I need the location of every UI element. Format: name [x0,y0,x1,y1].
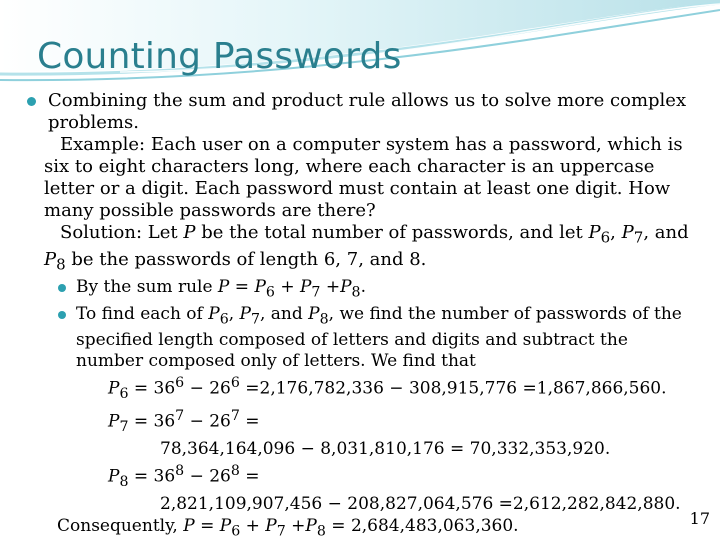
var-p7: P [299,277,312,298]
equation-term: = 36 [133,411,176,432]
solution-label: Solution: [60,222,143,243]
equation-p7-result: 78,364,164,096 − 8,031,810,176 = 70,332,353,920. [160,439,611,460]
example-paragraph [20,134,700,222]
sub-bullet-text: , and [259,303,303,324]
equation-term: = 36 [133,466,176,487]
equals-sign: = [245,411,260,432]
var-p: P [108,411,120,432]
sub-bullet-text: To find each of [76,303,203,324]
sub-bullet-text: , we find the number of passwords of the specified length composed of letters and digits and subtract the number composed only of letters. We find that [76,303,682,371]
subscript: 6 [265,284,275,301]
bullet-intro [20,90,700,134]
subscript: 7 [250,310,260,327]
equation-term: − 26 [189,411,231,432]
var-p7: P [265,516,277,537]
solution-text: be the total number of passwords, and let [201,222,583,243]
exponent: 8 [175,463,185,480]
subscript: 6 [231,523,241,540]
conclusion-result: = 2,684,483,063,360. [331,516,519,537]
exponent: 7 [230,408,240,425]
period: . [360,277,366,298]
subscript: 8 [319,310,329,327]
conclusion-text: Consequently, [57,516,178,537]
equation-p7 [20,405,700,438]
separator: , [610,222,616,243]
solution-text: be the passwords of length 6, 7, and 8. [71,248,427,270]
conclusion-line [20,515,700,542]
separator: , [228,303,235,324]
var-p8: P [44,248,57,270]
subscript: 7 [633,228,644,247]
var-p7: P [239,303,251,324]
var-p: P [108,466,120,487]
page-number: 17 [689,509,710,528]
subscript: 8 [351,284,361,301]
subscript: 7 [311,284,321,301]
equals-sign: = [234,277,250,298]
var-p6: P [254,277,266,298]
solution-text: , and [643,222,689,243]
exponent: 6 [175,374,185,391]
example-label: Example: [60,134,146,155]
var-p: P [108,378,120,399]
bullet-dot-icon [58,311,66,319]
slide-title: Counting Passwords [37,36,402,77]
solution-text: Let [147,222,178,243]
bullet-dot-icon [27,97,36,106]
equation-p8-result: 2,821,109,907,456 − 208,827,064,576 =2,612,282,842,880. [160,494,681,515]
var-p6: P [588,222,601,243]
var-p: P [183,222,196,243]
var-p8: P [308,303,320,324]
slide-content [20,90,700,543]
var-p: P [217,277,230,298]
sub-bullet-sum-rule [20,277,700,303]
equation-p6 [20,372,700,405]
var-p6: P [208,303,220,324]
var-p: P [183,516,195,537]
sub-bullet-text: By the sum rule [76,277,213,298]
equals-sign: = [200,516,215,537]
equals-sign: = [245,466,260,487]
subscript: 6 [600,228,611,247]
equation-result: =2,176,782,336 − 308,915,776 =1,867,866,560. [245,378,667,399]
plus-sign: + [280,277,295,298]
bullet-dot-icon [58,284,66,292]
subscript: 7 [276,523,286,540]
solution-paragraph [20,222,700,275]
exponent: 7 [175,408,185,425]
subscript: 8 [119,474,129,491]
example-text: Each user on a computer system has a password, which is six to eight characters long, where each character is an uppercase letter or a digit. Each password must contain at least one digit. How many possible passwords are there? [44,134,683,221]
exponent: 6 [230,374,240,391]
equation-term: = 36 [133,378,176,399]
var-p6: P [219,516,232,537]
plus-sign: + [245,516,260,537]
bullet-intro-text: Combining the sum and product rule allows us to solve more complex problems. [48,90,687,133]
equation-term: − 26 [189,378,231,399]
equation-term: − 26 [189,466,231,487]
exponent: 8 [230,463,240,480]
var-p8: P [340,277,352,298]
subscript: 6 [119,386,129,403]
subscript: 8 [56,255,66,274]
plus-sign: + [325,277,341,298]
equation-p8 [20,460,700,493]
plus-sign: + [291,516,306,537]
subscript: 7 [119,419,129,436]
var-p8: P [305,516,317,537]
subscript: 6 [219,310,229,327]
var-p7: P [621,222,634,243]
subscript: 8 [316,523,326,540]
sub-bullet-find [20,304,700,372]
